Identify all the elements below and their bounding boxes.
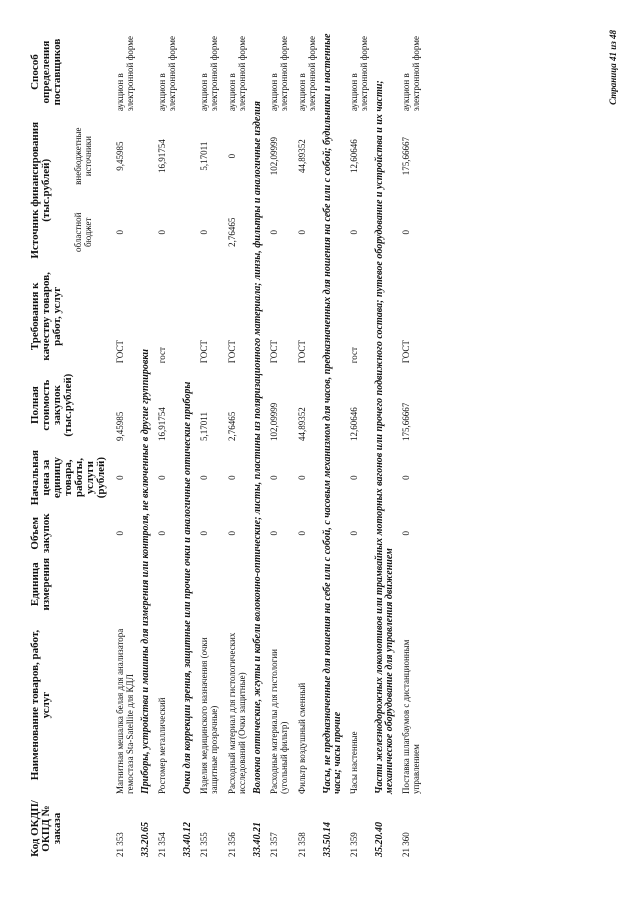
group-title: Очки для коррекции зрения, защитные или прочие очки и аналогичные оптические приборы bbox=[182, 381, 193, 794]
item-unit bbox=[223, 555, 251, 613]
item-requirements: ГОСТ bbox=[401, 340, 411, 364]
item-total: 5,17011 bbox=[199, 412, 209, 441]
table-header bbox=[28, 30, 111, 860]
header-unit: Единица измерения bbox=[29, 557, 52, 611]
item-regional: 0 bbox=[115, 230, 125, 235]
item-regional: 0 bbox=[269, 230, 279, 235]
group-row bbox=[181, 30, 195, 860]
item-unit bbox=[345, 555, 373, 613]
table-row bbox=[345, 30, 373, 860]
item-total: 2,76465 bbox=[227, 411, 237, 441]
item-price: 0 bbox=[199, 475, 209, 480]
row-prefix: 21 bbox=[157, 848, 167, 857]
table-row bbox=[293, 30, 321, 860]
item-external: 9,45985 bbox=[115, 141, 125, 171]
header-price: Начальная цена за единицу товара, работы, услуги (рублей) bbox=[29, 449, 107, 506]
row-order: 354 bbox=[157, 832, 167, 846]
table-row bbox=[265, 30, 293, 860]
item-method: аукцион в электронной форме bbox=[269, 36, 289, 112]
row-number bbox=[345, 797, 373, 860]
item-unit bbox=[397, 555, 425, 613]
row-number bbox=[223, 797, 251, 860]
table-row bbox=[195, 30, 223, 860]
item-external: 16,91754 bbox=[157, 139, 167, 174]
item-method: аукцион в электронной форме bbox=[349, 36, 369, 112]
row-order: 355 bbox=[199, 832, 209, 846]
row-prefix: 21 bbox=[349, 848, 359, 857]
item-volume: 0 bbox=[269, 531, 279, 536]
item-external: 0 bbox=[227, 153, 237, 159]
item-unit bbox=[265, 555, 293, 613]
table-row bbox=[153, 30, 181, 860]
item-price: 0 bbox=[401, 475, 411, 480]
item-unit bbox=[111, 555, 139, 613]
item-requirements: гост bbox=[349, 347, 359, 364]
item-price: 0 bbox=[157, 475, 167, 480]
table-row bbox=[223, 30, 251, 860]
item-method: аукцион в электронной форме bbox=[227, 36, 247, 112]
item-price: 0 bbox=[269, 475, 279, 480]
item-volume: 0 bbox=[115, 531, 125, 536]
item-name: Поставка шлагбаумов с дистанционным управлением bbox=[401, 639, 421, 794]
row-prefix: 21 bbox=[269, 848, 279, 857]
item-unit bbox=[195, 555, 223, 613]
item-unit bbox=[293, 555, 321, 613]
header-volume: Объем закупок bbox=[29, 513, 52, 554]
row-number bbox=[111, 797, 139, 860]
group-code: 33.40.12 bbox=[182, 822, 193, 857]
row-prefix: 21 bbox=[115, 848, 125, 857]
item-volume: 0 bbox=[157, 531, 167, 536]
item-total: 175,66667 bbox=[401, 402, 411, 441]
item-external: 175,66667 bbox=[401, 137, 411, 176]
group-title: Приборы, устройства и машины для измерения или контроля, не включенные в другие группировки bbox=[140, 349, 151, 794]
item-name: Расходные материалы для гистологии (угольный фильтр) bbox=[269, 649, 289, 794]
item-total: 9,45985 bbox=[115, 411, 125, 441]
row-number bbox=[293, 797, 321, 860]
group-row bbox=[139, 30, 153, 860]
row-number bbox=[265, 797, 293, 860]
item-volume: 0 bbox=[401, 531, 411, 536]
item-name: Часы настенные bbox=[349, 731, 359, 794]
item-external: 102,09999 bbox=[269, 137, 279, 176]
item-requirements: ГОСТ bbox=[269, 340, 279, 364]
item-volume: 0 bbox=[349, 531, 359, 536]
item-total: 16,91754 bbox=[157, 407, 167, 441]
group-row bbox=[251, 30, 265, 860]
row-number bbox=[397, 797, 425, 860]
item-price: 0 bbox=[227, 475, 237, 480]
header-total: Полная стоимость закупок (тыс.рублей) bbox=[29, 373, 74, 437]
item-requirements: ГОСТ bbox=[297, 340, 307, 364]
group-title: Часы, не предназначенные для ношения на себе или с собой, с часовым механизмом для часов, предназначенных для ношения на себе или с собой; будильники и настенные часы; часы прочие bbox=[322, 33, 343, 794]
item-regional: 2,76465 bbox=[227, 217, 237, 247]
item-regional: 0 bbox=[157, 230, 167, 235]
item-regional: 0 bbox=[199, 230, 209, 235]
item-price: 0 bbox=[115, 475, 125, 480]
item-total: 102,09999 bbox=[269, 402, 279, 441]
row-prefix: 21 bbox=[227, 848, 237, 857]
header-method: Способ определения поставщиков bbox=[29, 38, 63, 106]
row-order: 360 bbox=[401, 832, 411, 846]
item-requirements: гост bbox=[157, 347, 167, 364]
header-source-regional: областной бюджет bbox=[73, 212, 94, 252]
group-title: Волокна оптические, жгуты и кабели волоконно-оптические; листы, пластины из поляризационного материала; линзы, фильтры и аналогичные изделия bbox=[252, 101, 263, 794]
header-source: Источник финансирования (тыс.рублей) bbox=[29, 121, 52, 259]
item-price: 0 bbox=[297, 475, 307, 480]
item-volume: 0 bbox=[297, 531, 307, 536]
item-method: аукцион в электронной форме bbox=[297, 36, 317, 112]
procurement-table bbox=[28, 30, 425, 860]
item-method: аукцион в электронной форме bbox=[401, 36, 421, 112]
item-method: аукцион в электронной форме bbox=[199, 36, 219, 112]
row-order: 359 bbox=[349, 832, 359, 846]
item-total: 44,89352 bbox=[297, 407, 307, 441]
item-volume: 0 bbox=[199, 531, 209, 536]
row-order: 357 bbox=[269, 832, 279, 846]
header-name: Наименование товаров, работ, услуг bbox=[29, 629, 52, 781]
group-code: 35.20.40 bbox=[374, 822, 385, 857]
row-order: 356 bbox=[227, 832, 237, 846]
item-name: Ростомер металлический bbox=[157, 697, 167, 794]
table-row bbox=[111, 30, 139, 860]
item-name: Магнитная мешалка белая для анализатора гемостаза Sta-Satellite для КДЛ bbox=[115, 628, 135, 794]
group-row bbox=[321, 30, 345, 860]
item-name: Расходный материал для гистологических исследований (Очки защитные) bbox=[227, 632, 247, 794]
item-external: 44,89352 bbox=[297, 139, 307, 174]
row-number bbox=[195, 797, 223, 860]
group-code: 33.50.14 bbox=[322, 822, 333, 857]
item-regional: 0 bbox=[297, 230, 307, 235]
table-body bbox=[111, 30, 425, 860]
row-prefix: 21 bbox=[401, 848, 411, 857]
item-name: Фильтр воздушный сменный bbox=[297, 682, 307, 794]
item-method: аукцион в электронной форме bbox=[115, 36, 135, 112]
item-requirements: ГОСТ bbox=[227, 340, 237, 364]
item-unit bbox=[153, 555, 181, 613]
row-order: 358 bbox=[297, 832, 307, 846]
item-regional: 0 bbox=[401, 230, 411, 235]
row-prefix: 21 bbox=[199, 848, 209, 857]
table-row bbox=[397, 30, 425, 860]
item-external: 5,17011 bbox=[199, 141, 209, 171]
item-name: Изделия медицинского назначения (очки защитные прозрачные) bbox=[199, 637, 219, 794]
group-title: Части железнодорожных локомотивов или трамвайных моторных вагонов или прочего подвижного состава; путевое оборудование и устройства и их части; механическое оборудование для управления движением bbox=[374, 80, 395, 794]
page-number: Страница 41 из 48 bbox=[608, 30, 618, 105]
group-code: 33.20.65 bbox=[140, 822, 151, 857]
item-regional: 0 bbox=[349, 230, 359, 235]
item-requirements: ГОСТ bbox=[115, 340, 125, 364]
item-external: 12,60646 bbox=[349, 139, 359, 174]
row-prefix: 21 bbox=[297, 848, 307, 857]
item-total: 12,60646 bbox=[349, 407, 359, 441]
item-price: 0 bbox=[349, 475, 359, 480]
item-volume: 0 bbox=[227, 531, 237, 536]
row-order: 353 bbox=[115, 832, 125, 846]
header-requirements: Требования к качеству товаров, работ, услуг bbox=[29, 272, 63, 361]
row-number bbox=[153, 797, 181, 860]
header-source-external: внебюджетные источники bbox=[73, 127, 94, 185]
group-code: 33.40.21 bbox=[252, 822, 263, 857]
item-requirements: ГОСТ bbox=[199, 340, 209, 364]
item-method: аукцион в электронной форме bbox=[157, 36, 177, 112]
group-row bbox=[373, 30, 397, 860]
header-code: Код ОКДП/ ОКПД № заказа bbox=[29, 800, 63, 857]
